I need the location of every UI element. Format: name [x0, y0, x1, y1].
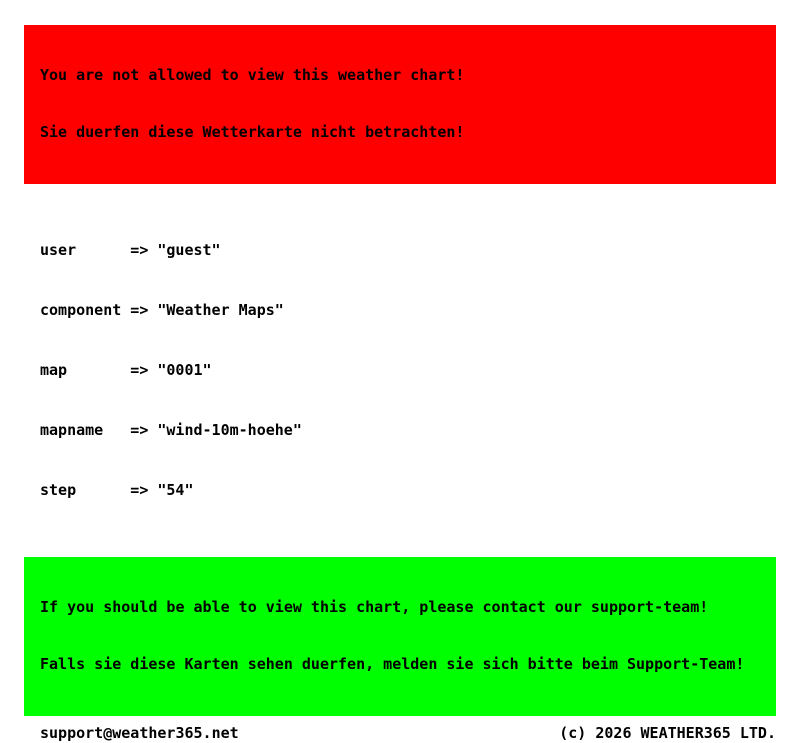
detail-row-user: [40, 240, 776, 260]
arrow-symbol: =>: [130, 421, 149, 439]
support-line-de: Falls sie diese Karten sehen duerfen, melden sie sich bitte beim Support-Team!: [40, 655, 745, 673]
access-denied-line-de: Sie duerfen diese Wetterkarte nicht betrachten!: [40, 123, 465, 141]
support-email: support@weather365.net: [40, 724, 239, 742]
request-details-list: [24, 200, 776, 540]
error-page-content: [24, 25, 776, 743]
detail-value: "guest": [157, 241, 221, 259]
detail-value: "0001": [157, 361, 212, 379]
support-line-en: If you should be able to view this chart, please contact our support-team!: [40, 598, 709, 616]
arrow-symbol: =>: [130, 361, 149, 379]
footer: [24, 724, 776, 743]
detail-row-step: [40, 480, 776, 500]
access-denied-line-en: You are not allowed to view this weather chart!: [40, 66, 465, 84]
arrow-symbol: =>: [130, 301, 149, 319]
detail-row-map: [40, 360, 776, 380]
detail-value: "54": [157, 481, 194, 499]
copyright-notice: (c) 2026 WEATHER365 LTD.: [559, 724, 776, 742]
detail-key: user: [40, 241, 77, 259]
arrow-symbol: =>: [130, 481, 149, 499]
detail-key: component: [40, 301, 122, 319]
support-info-banner: [24, 557, 776, 716]
arrow-symbol: =>: [130, 241, 149, 259]
detail-row-mapname: [40, 420, 776, 440]
detail-value: "Weather Maps": [157, 301, 284, 319]
detail-row-component: [40, 300, 776, 320]
detail-key: mapname: [40, 421, 104, 439]
detail-key: map: [40, 361, 68, 379]
detail-value: "wind-10m-hoehe": [157, 421, 302, 439]
access-denied-banner: [24, 25, 776, 184]
detail-key: step: [40, 481, 77, 499]
